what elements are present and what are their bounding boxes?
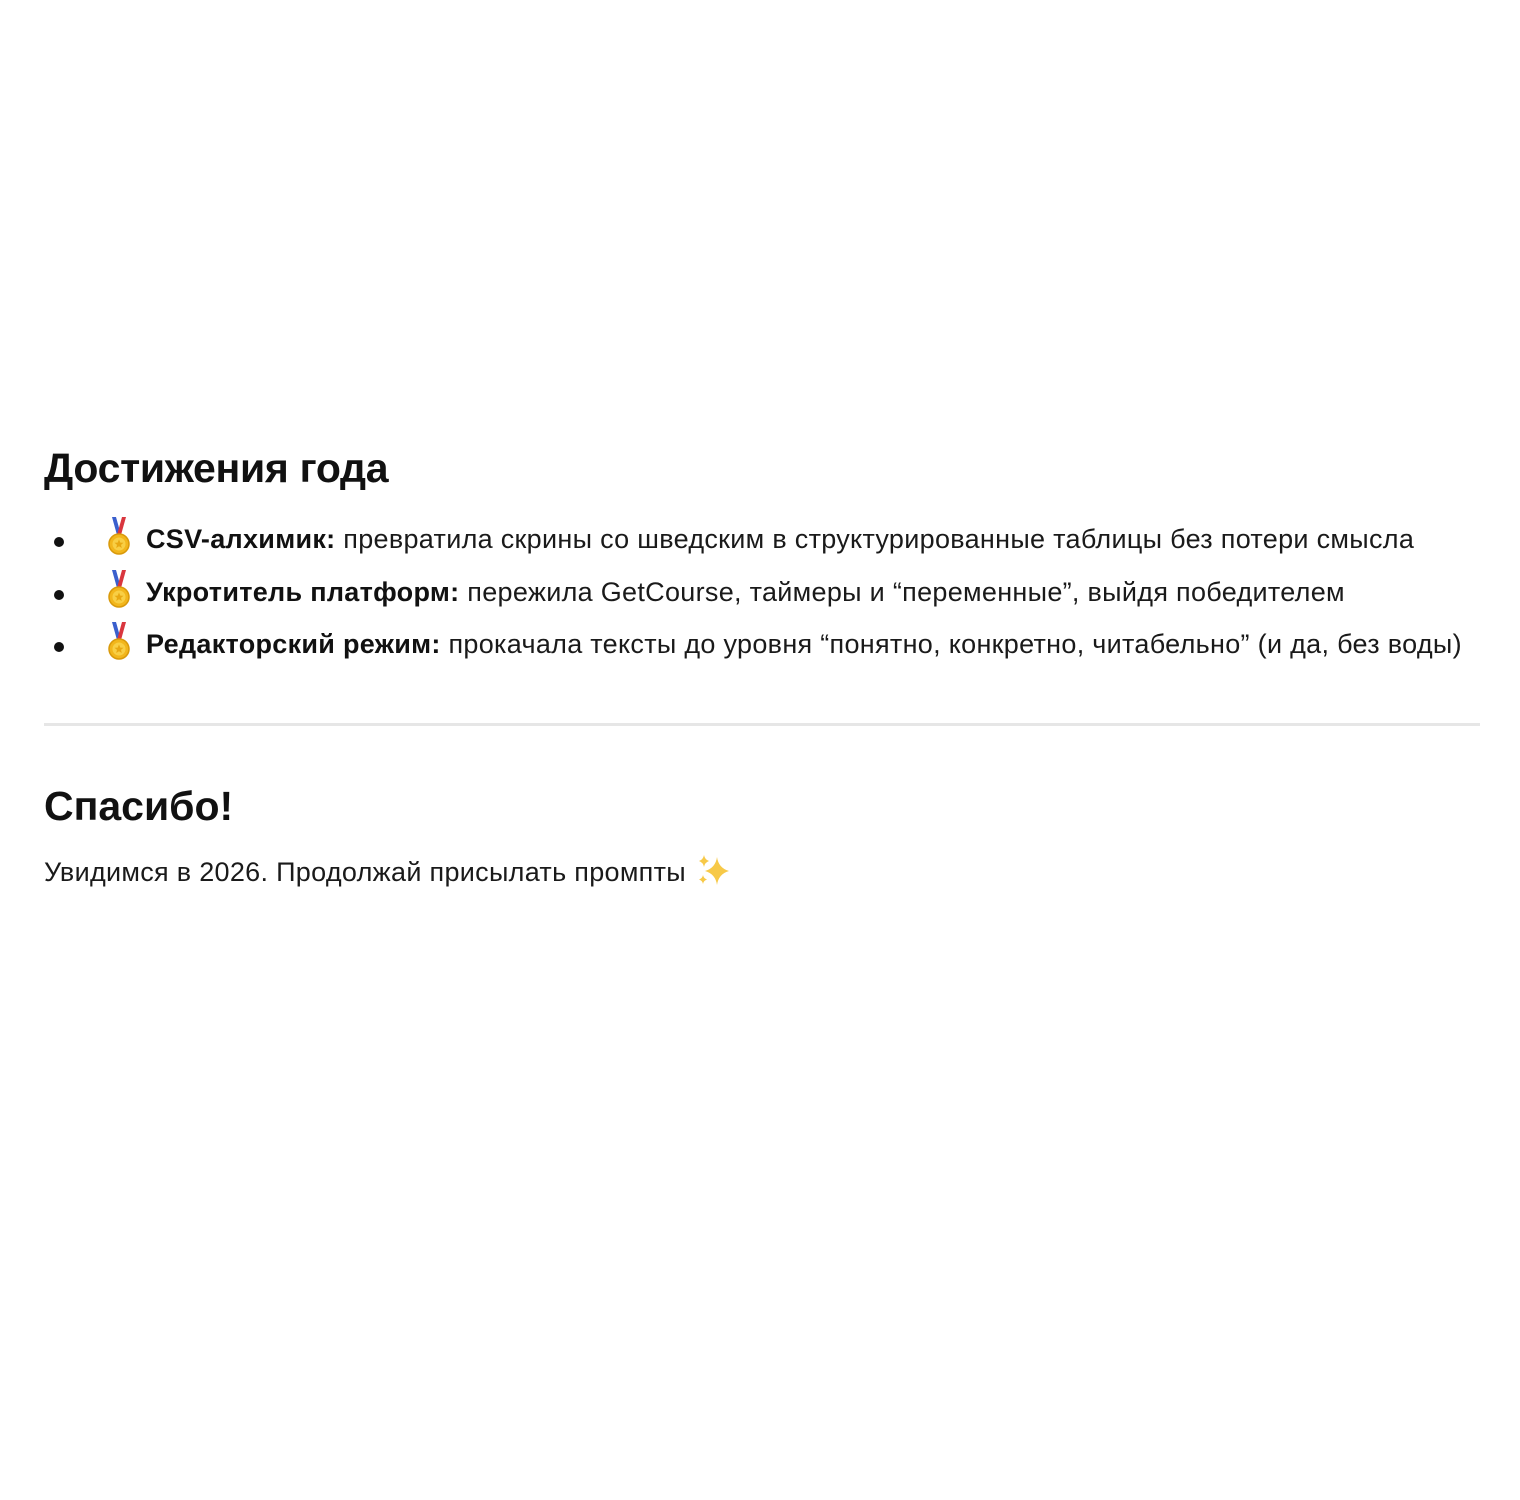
sparkles-icon	[696, 853, 732, 889]
achievement-title: Редакторский режим:	[146, 629, 441, 659]
medal-icon	[104, 621, 134, 661]
section-divider	[44, 723, 1480, 726]
thanks-text: Увидимся в 2026. Продолжай присылать промпты	[44, 856, 686, 887]
list-item	[44, 513, 1480, 566]
medal-icon	[104, 569, 134, 609]
achievement-title: CSV-алхимик:	[146, 524, 336, 554]
list-item	[44, 618, 1480, 671]
thanks-message	[44, 852, 1480, 892]
medal-icon	[104, 516, 134, 556]
list-item	[44, 566, 1480, 619]
bullet-icon	[54, 537, 64, 547]
achievement-text: прокачала тексты до уровня “понятно, конкретно, читабельно” (и да, без воды)	[440, 629, 1462, 659]
document-content	[44, 440, 1480, 892]
achievements-heading: Достижения года	[44, 445, 389, 491]
achievement-text: пережила GetCourse, таймеры и “переменные”, выйдя победителем	[459, 576, 1345, 607]
bullet-icon	[54, 642, 64, 652]
thanks-heading: Спасибо!	[44, 782, 234, 829]
achievements-list	[44, 513, 1480, 671]
bullet-icon	[54, 590, 64, 600]
achievement-title: Укротитель платформ:	[146, 576, 460, 607]
achievement-text: превратила скрины со шведским в структурированные таблицы без потери смысла	[335, 524, 1415, 554]
